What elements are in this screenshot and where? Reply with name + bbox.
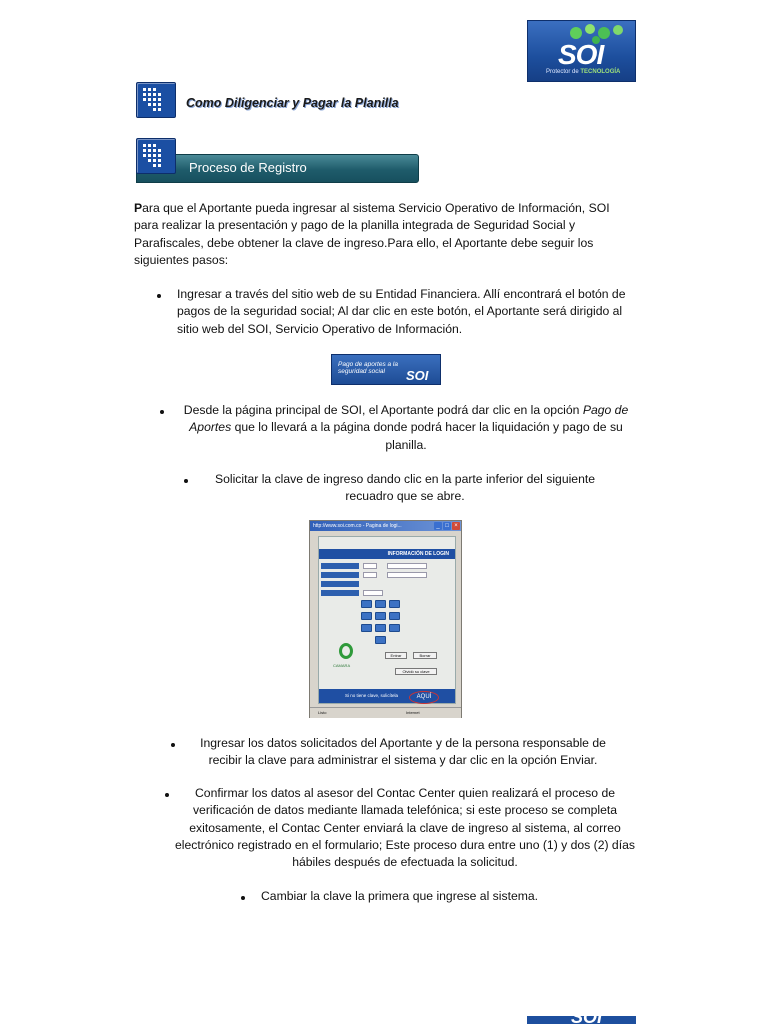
bullet-icon [184,479,188,483]
user-id-input[interactable] [387,572,427,578]
enter-button[interactable]: Entrar [385,652,407,659]
step-5: Confirmar los datos al asesor del Contac Center quien realizará el proceso de verificación de datos mediante llamada telefónica; si este proceso se completa exitosamente, el Contac Center enviará la clave de ingreso al sistema, al correo electrónico registrado en el formulario; Este proceso dura entre uno (1) y dos (2) días hábiles después de efectuada la solicitud. [175,786,635,870]
bullet-icon [241,896,245,900]
bullet-icon [160,410,164,414]
bullet-icon [165,793,169,797]
id-number-input[interactable] [387,563,427,569]
bullet-icon [171,743,175,747]
soi-brand: SOI [558,39,604,70]
soi-logo [527,20,636,82]
reset-button[interactable]: Borrar [413,652,437,659]
soi-tagline: Protector de TECNOLOGÍA [546,69,621,75]
pago-aportes-button[interactable]: Pago de aportes a la seguridad social SOI [331,354,441,385]
status-bar: Listo Internet [310,707,461,718]
section-banner [136,154,419,183]
login-panel: INFORMACIÓN DE LOGIN CAMARA Entrar Borrar Olvidó su clave Si no tiene clave, solicítela AQUÍ [318,536,456,704]
step-3: Solicitar la clave de ingreso dando clic en la parte inferior del siguiente recuadro que se abre. [214,472,596,504]
banner-title: Proceso de Registro [189,160,307,175]
footer-soi-logo: SOI [527,1016,636,1024]
password-input[interactable] [363,590,383,596]
login-window-screenshot: http://www.soi.com.co - Pagina de logi... _ □ × INFORMACIÓN DE LOGIN CAMARA Entrar Borrar Olvidó su clave Si no tiene clave, solicítela AQUÍ Listo Internet [309,520,462,718]
document-title: Como Diligenciar y Pagar la Planilla [186,96,399,110]
grid-logo-icon [136,82,176,118]
aqui-link[interactable]: AQUÍ [409,691,439,704]
intro-paragraph: Para que el Aportante pueda ingresar al sistema Servicio Operativo de Información, SOI para realizar la presentación y pago de la planilla integrada de Seguridad Social y Parafiscales, debe obtener la clave de ingreso.Para ello, el Aportante debe seguir los siguientes pasos: [134,201,610,267]
bullet-icon [157,294,161,298]
close-icon: × [452,522,460,530]
step-1: Ingresar a través del sitio web de su Entidad Financiera. Allí encontrará el botón de pagos de la seguridad social; Al dar clic en este botón, el Aportante será dirigido al sitio web del SOI, Servicio Operativo de Información. [177,287,626,336]
camara-logo-icon [339,643,353,659]
step-4: Ingresar los datos solicitados del Aportante y de la persona responsable de recibir la clave para administrar el sistema y dar clic en la opción Enviar. [200,736,606,768]
maximize-icon: □ [443,522,451,530]
step-2: Desde la página principal de SOI, el Aportante podrá dar clic en la opción Pago de Aportes que lo llevará a la página donde podrá hacer la liquidación y pago de su planilla. [183,403,629,452]
minimize-icon: _ [434,522,442,530]
step-6: Cambiar la clave la primera que ingrese al sistema. [261,889,539,903]
user-type-select[interactable] [363,572,377,578]
forgot-password-button[interactable]: Olvidó su clave [395,668,437,675]
id-type-select[interactable] [363,563,377,569]
grid-logo-icon [136,138,176,174]
